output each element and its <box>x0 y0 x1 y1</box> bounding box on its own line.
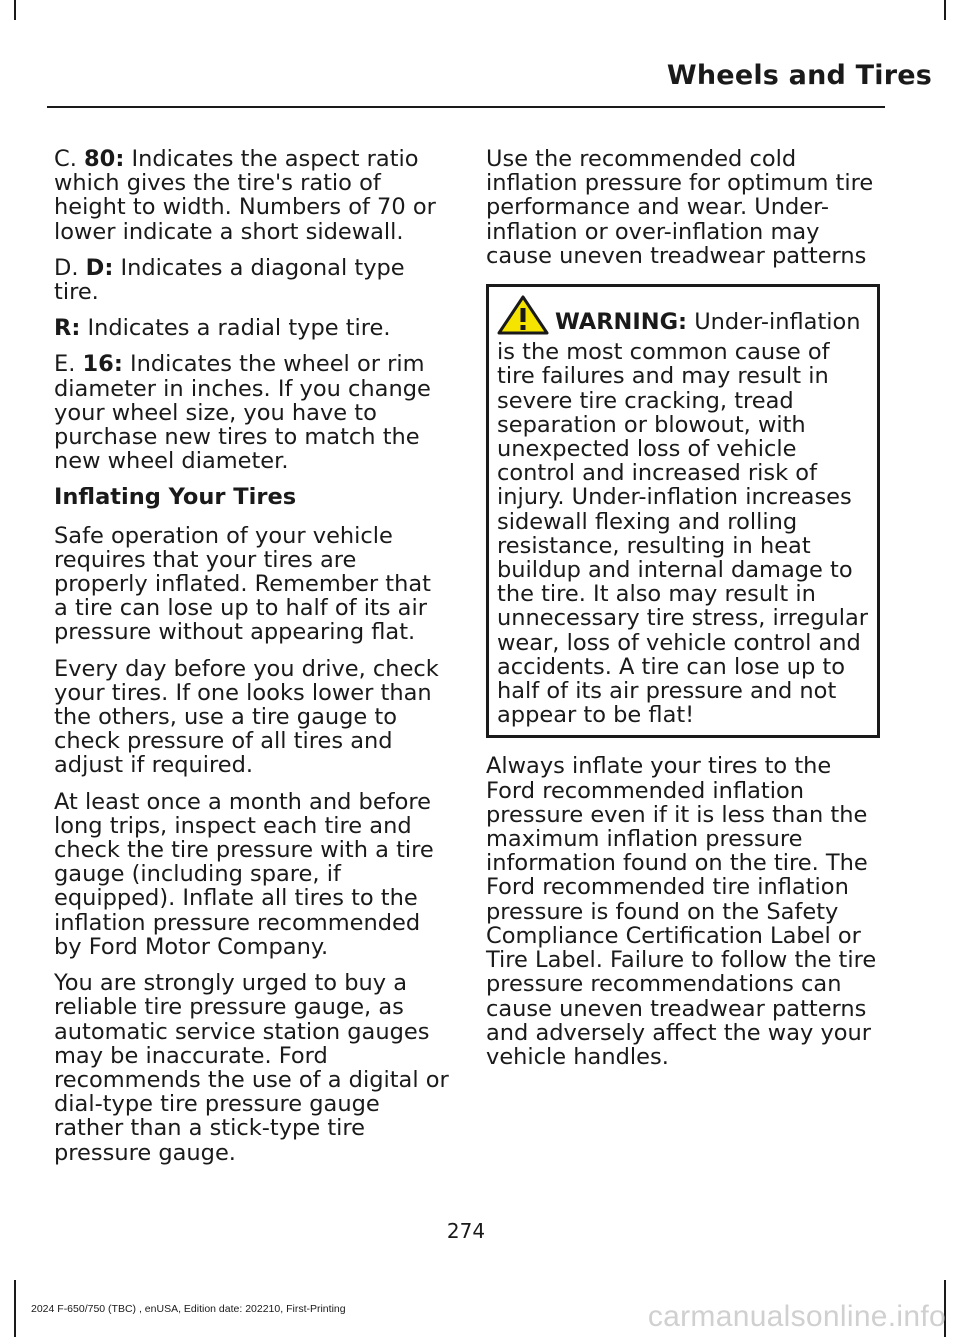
right-column <box>486 147 880 1081</box>
crop-mark <box>14 0 16 20</box>
paragraph: At least once a month and before long trips, inspect each tire and check the tire pressure with a tire gauge (including spare, if equipped). Inflate all tires to the inflation pressure recommended by Ford Motor Company. <box>54 788 434 960</box>
paragraph: Safe operation of your vehicle requires that your tires are properly inflated. Remember that a tire can lose up to half of its air pressure without appearing flat. <box>54 522 431 646</box>
warning-text: Under-inflation is the most common cause of tire failures and may result in severe tire cracking, tread separation or blowout, with unexpected loss of vehicle control and increased risk of injury. Under-inflation increases sidewall flexing and rolling resistance, resulting in heat buildup and internal damage to the tire. It also may result in unnecessary tire stress, irregular wear, loss of vehicle control and accidents. A tire can lose up to half of its air pressure and not appear to be flat! <box>497 309 869 729</box>
paragraph: Every day before you drive, check your tires. If one looks lower than the others, use a tire gauge to check pressure of all tires and adjust if required. <box>54 655 439 779</box>
page-number: 274 <box>446 1219 486 1243</box>
paragraph: Use the recommended cold inflation pressure for optimum tire performance and wear. Under-inflation or over-inflation may cause uneven treadwear patterns <box>486 146 874 269</box>
section-heading: Inflating Your Tires <box>54 484 297 511</box>
page-title: Wheels and Tires <box>666 60 932 91</box>
paragraph: You are strongly urged to buy a reliable tire pressure gauge, as automatic service station gauges may be inaccurate. Ford recommends the use of a digital or dial-type tire pressure gauge rather than a stick-type tire pressure gauge. <box>54 970 449 1166</box>
warning-label: WARNING: <box>555 309 688 336</box>
item-e: E. 16: Indicates the wheel or rim diameter in inches. If you change your wheel size, you have to purchase new tires to match the new wheel diameter. <box>54 351 431 475</box>
warning-box <box>486 284 880 738</box>
footer-edition: 2024 F-650/750 (TBC) , enUSA, Edition date: 202210, First-Printing <box>31 1303 346 1315</box>
warning-triangle-icon <box>497 295 549 340</box>
item-r: R: Indicates a radial type tire. <box>54 315 391 342</box>
watermark: carmanualsonline.info <box>647 1300 946 1333</box>
crop-mark <box>14 1280 16 1337</box>
header-divider <box>47 106 885 108</box>
item-d: D. D: Indicates a diagonal type tire. <box>54 254 405 306</box>
item-c: C. 80: Indicates the aspect ratio which gives the tire's ratio of height to width. Numbers of 70 or lower indicate a short sidewall. <box>54 146 436 245</box>
left-column <box>54 147 450 1177</box>
crop-mark <box>944 0 946 20</box>
paragraph: Always inflate your tires to the Ford recommended inflation pressure even if it is less than the maximum inflation pressure information found on the tire. The Ford recommended tire inflation pressure is found on the Safety Compliance Certification Label or Tire Label. Failure to follow the tire pressure recommendations can cause uneven treadwear patterns and adversely affect the way your vehicle handles. <box>486 753 877 1070</box>
